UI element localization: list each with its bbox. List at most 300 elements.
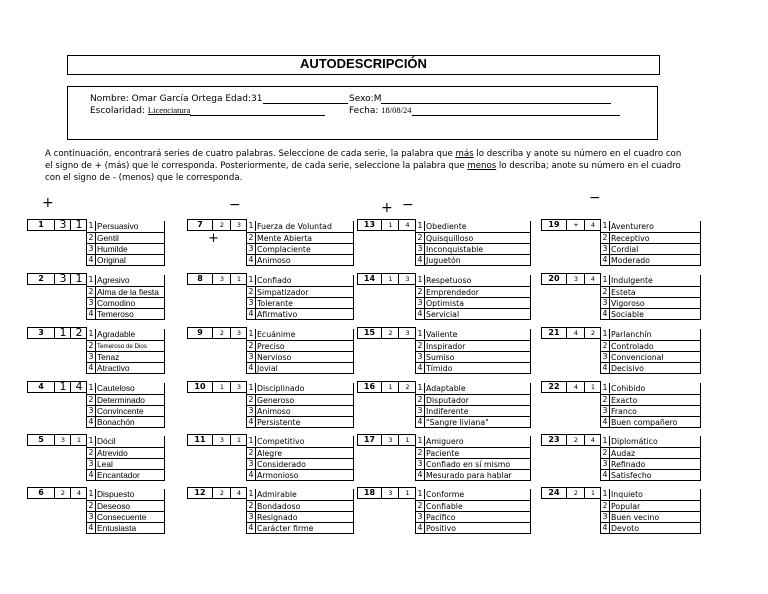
word-row[interactable] (416, 221, 531, 233)
word-label: Persistente (257, 418, 301, 427)
series-header (357, 273, 416, 285)
word-label: Indiferente (426, 407, 469, 416)
series-header (357, 327, 416, 339)
word-label: Buen compañero (611, 418, 678, 427)
word-number: 4 (87, 470, 96, 480)
word-number: 1 (416, 329, 425, 339)
word-number: 4 (416, 309, 425, 319)
word-row[interactable] (87, 341, 165, 352)
plus-answer-box[interactable]: 3 (212, 435, 231, 445)
word-row[interactable] (416, 329, 531, 341)
series-header (541, 381, 601, 393)
minus-answer-box[interactable]: 4 (584, 220, 601, 230)
word-row[interactable] (416, 287, 531, 298)
word-list (86, 329, 165, 374)
word-row[interactable] (247, 363, 354, 374)
word-label: Temeroso (97, 309, 134, 319)
word-label: Complaciente (257, 245, 311, 254)
word-number: 1 (601, 221, 610, 231)
word-number: 3 (416, 512, 425, 522)
minus-answer-box[interactable]: 3 (230, 382, 247, 392)
word-label: Receptivo (611, 234, 650, 243)
plus-answer-box[interactable]: 2 (212, 488, 231, 498)
word-row[interactable] (601, 406, 701, 417)
word-number: 1 (247, 221, 256, 231)
word-label: Inquieto (611, 490, 643, 499)
word-number: 3 (416, 406, 425, 416)
word-label: Cordial (611, 245, 639, 254)
word-number: 4 (416, 417, 425, 427)
word-label: Convincente (97, 406, 144, 416)
word-list (86, 221, 165, 266)
plus-answer-box[interactable]: 3 (381, 488, 399, 498)
word-row[interactable] (247, 523, 354, 534)
word-label: Convencional (611, 353, 664, 362)
word-row[interactable] (247, 341, 354, 352)
minus-answer-box[interactable]: 3 (230, 328, 247, 338)
word-label: Entusiasta (97, 523, 137, 533)
word-row[interactable] (87, 352, 165, 363)
word-number: 4 (247, 363, 256, 373)
series-header (187, 273, 247, 285)
word-label: Deseoso (97, 501, 131, 511)
word-label: Sociable (611, 310, 644, 319)
word-row[interactable] (416, 395, 531, 406)
word-number: 2 (247, 448, 256, 458)
series-number: 16 (363, 382, 376, 391)
word-row[interactable] (247, 448, 354, 459)
word-row[interactable] (416, 417, 531, 428)
word-row[interactable] (601, 244, 701, 255)
plus-answer-box[interactable]: 4 (566, 328, 585, 338)
series-number: 13 (363, 220, 376, 229)
word-label: Preciso (257, 342, 285, 351)
word-number: 3 (87, 512, 96, 522)
word-list (246, 275, 354, 320)
minus-answer-box[interactable]: 1 (230, 435, 247, 445)
word-label: Fuerza de Voluntad (257, 222, 332, 231)
word-number: 3 (247, 459, 256, 469)
series-header (357, 434, 416, 446)
word-number: 4 (87, 363, 96, 373)
word-row[interactable] (247, 489, 354, 501)
word-number: 1 (416, 221, 425, 231)
word-row[interactable] (416, 233, 531, 244)
word-label: Alegre (257, 449, 283, 458)
word-row[interactable] (416, 383, 531, 395)
series-header (27, 327, 87, 339)
word-row[interactable] (247, 417, 354, 428)
word-row[interactable] (247, 470, 354, 481)
minus-answer-box[interactable]: 2 (584, 328, 601, 338)
word-row[interactable] (87, 383, 165, 395)
word-row[interactable] (87, 287, 165, 298)
word-row[interactable] (601, 309, 701, 320)
word-row[interactable] (87, 501, 165, 512)
word-row[interactable] (87, 523, 165, 534)
minus-answer-box[interactable]: 2 (398, 382, 416, 392)
minus-answer-box[interactable]: 1 (398, 435, 416, 445)
word-row[interactable] (416, 406, 531, 417)
word-number: 1 (601, 329, 610, 339)
plus-answer-box[interactable]: 1 (381, 220, 399, 230)
plus-answer-box[interactable]: 2 (566, 488, 585, 498)
word-number: 3 (416, 298, 425, 308)
word-row[interactable] (87, 329, 165, 341)
series-header (357, 487, 416, 499)
minus-answer-box[interactable]: 4 (230, 488, 247, 498)
word-list (415, 275, 531, 320)
word-row[interactable] (247, 512, 354, 523)
word-row[interactable] (601, 255, 701, 266)
minus-answer-box[interactable]: 1 (584, 382, 601, 392)
word-number: 3 (601, 406, 610, 416)
word-label: Optimista (426, 299, 464, 308)
minus-answer-box[interactable]: 3 (230, 220, 247, 230)
minus-answer-box[interactable]: 1 (70, 274, 87, 284)
word-label: Carácter firme (257, 524, 314, 533)
word-number: 2 (416, 233, 425, 243)
word-row[interactable] (247, 255, 354, 266)
word-row[interactable] (87, 275, 165, 287)
word-label: Moderado (611, 256, 650, 265)
word-list (415, 436, 531, 481)
plus-answer-box[interactable]: 2 (566, 435, 585, 445)
word-row[interactable] (87, 489, 165, 501)
word-number: 2 (87, 501, 96, 511)
minus-sign-col3: − (402, 197, 414, 213)
word-row[interactable] (601, 523, 701, 534)
word-row[interactable] (87, 363, 165, 374)
minus-sign-col4: − (589, 190, 601, 206)
minus-answer-box[interactable]: 1 (398, 488, 416, 498)
word-number: 2 (87, 448, 96, 458)
word-label: Decisivo (611, 364, 644, 373)
word-label: Quisquilloso (426, 234, 474, 243)
word-number: 4 (601, 255, 610, 265)
word-number: 3 (247, 298, 256, 308)
plus-answer-box[interactable]: 1 (54, 382, 71, 392)
word-label: "Sangre liviana" (426, 418, 489, 427)
plus-answer-box[interactable]: 2 (212, 220, 231, 230)
word-row[interactable] (601, 489, 701, 501)
series-number: 12 (194, 488, 206, 497)
word-row[interactable] (601, 436, 701, 448)
word-row[interactable] (601, 363, 701, 374)
word-label: Cauteloso (97, 383, 135, 393)
word-number: 2 (601, 501, 610, 511)
word-number: 2 (416, 287, 425, 297)
word-number: 4 (87, 309, 96, 319)
word-label: Dispuesto (97, 489, 135, 499)
word-label: Considerado (257, 460, 306, 469)
word-row[interactable] (416, 448, 531, 459)
word-label: Devoto (611, 524, 640, 533)
word-row[interactable] (247, 309, 354, 320)
word-row[interactable] (601, 275, 701, 287)
word-label: Mesurado para hablar (426, 471, 512, 480)
word-label: Dócil (97, 436, 116, 446)
word-list (415, 383, 531, 428)
plus-answer-box[interactable]: 3 (212, 274, 231, 284)
sexo-field[interactable]: M (373, 94, 382, 104)
word-row[interactable] (601, 470, 701, 481)
word-number: 3 (601, 244, 610, 254)
word-number: 2 (87, 395, 96, 405)
word-row[interactable] (416, 523, 531, 534)
word-row[interactable] (601, 329, 701, 341)
word-number: 4 (601, 363, 610, 373)
word-list (246, 329, 354, 374)
minus-answer-box[interactable]: 4 (70, 488, 87, 498)
plus-answer-box[interactable]: 3 (54, 220, 71, 230)
word-number: 1 (87, 489, 96, 499)
word-number: 2 (601, 287, 610, 297)
word-number: 4 (601, 417, 610, 427)
word-row[interactable] (247, 287, 354, 298)
word-label: Bondadoso (257, 502, 301, 511)
word-number: 3 (601, 352, 610, 362)
word-row[interactable] (87, 244, 165, 255)
word-number: 4 (247, 309, 256, 319)
word-label: Paciente (426, 449, 460, 458)
word-row[interactable] (247, 233, 354, 244)
plus-answer-box[interactable]: 4 (566, 382, 585, 392)
word-row[interactable] (601, 448, 701, 459)
word-number: 4 (601, 309, 610, 319)
word-label: Emprendedor (426, 288, 479, 297)
fecha-field[interactable]: 18/08/24 (381, 105, 412, 115)
series-header (187, 487, 247, 499)
word-row[interactable] (247, 459, 354, 470)
word-label: Controlado (611, 342, 654, 351)
word-row[interactable] (416, 352, 531, 363)
series-number: 4 (38, 382, 44, 391)
word-row[interactable] (247, 406, 354, 417)
page-title: AUTODESCRIPCIÓN (67, 55, 660, 75)
word-row[interactable] (247, 298, 354, 309)
plus-answer-box[interactable]: 2 (381, 328, 399, 338)
word-row[interactable] (87, 436, 165, 448)
word-row[interactable] (87, 406, 165, 417)
word-row[interactable] (416, 298, 531, 309)
word-row[interactable] (601, 512, 701, 523)
word-row[interactable] (87, 309, 165, 320)
word-row[interactable] (416, 244, 531, 255)
word-number: 3 (416, 244, 425, 254)
word-row[interactable] (247, 275, 354, 287)
series-header (27, 381, 87, 393)
word-number: 1 (416, 383, 425, 393)
word-row[interactable] (87, 459, 165, 470)
plus-answer-box[interactable]: 3 (54, 274, 71, 284)
word-label: Persuasivo (97, 221, 139, 231)
word-row[interactable] (416, 255, 531, 266)
word-label: Inconquistable (426, 245, 484, 254)
word-row[interactable] (87, 233, 165, 244)
series-header (187, 381, 247, 393)
escolaridad-field[interactable]: Licenciatura (147, 105, 191, 115)
word-row[interactable] (87, 417, 165, 428)
word-row[interactable] (601, 221, 701, 233)
word-row[interactable] (247, 383, 354, 395)
word-number: 3 (416, 352, 425, 362)
word-label: Agresivo (97, 275, 130, 285)
word-row[interactable] (247, 501, 354, 512)
word-number: 3 (247, 406, 256, 416)
word-row[interactable] (601, 233, 701, 244)
word-label: Admirable (257, 490, 297, 499)
word-label: Tolerante (257, 299, 293, 308)
plus-answer-box[interactable]: 1 (212, 382, 231, 392)
word-row[interactable] (87, 470, 165, 481)
word-number: 3 (87, 406, 96, 416)
word-label: Original (97, 255, 126, 265)
word-number: 1 (601, 383, 610, 393)
word-row[interactable] (247, 221, 354, 233)
minus-answer-box[interactable]: 4 (398, 220, 416, 230)
edad-field[interactable]: 31 (251, 94, 263, 104)
word-label: Confiable (426, 502, 463, 511)
word-row[interactable] (601, 383, 701, 395)
series-number: 15 (363, 328, 376, 337)
word-label: Esteta (611, 288, 636, 297)
minus-answer-box[interactable]: 2 (70, 328, 87, 338)
word-row[interactable] (87, 298, 165, 309)
plus-answer-box[interactable]: 1 (381, 382, 399, 392)
minus-answer-box[interactable]: 1 (230, 274, 247, 284)
minus-answer-box[interactable]: 1 (584, 488, 601, 498)
fecha-line: Fecha: 18/08/24 (349, 105, 620, 116)
word-number: 1 (416, 436, 425, 446)
plus-answer-box[interactable]: 2 (212, 328, 231, 338)
word-label: Afirmativo (257, 310, 298, 319)
word-row[interactable] (247, 436, 354, 448)
plus-answer-box[interactable]: 1 (381, 274, 399, 284)
word-label: Armonioso (257, 471, 299, 480)
word-label: Agradable (97, 329, 136, 339)
word-row[interactable] (416, 501, 531, 512)
word-label: Inspirador (426, 342, 466, 351)
word-row[interactable] (601, 341, 701, 352)
plus-answer-box[interactable]: 3 (54, 435, 71, 445)
minus-answer-box[interactable]: 4 (70, 382, 87, 392)
word-number: 3 (247, 512, 256, 522)
word-label: Buen vecino (611, 513, 660, 522)
word-list (246, 383, 354, 428)
word-number: 2 (416, 395, 425, 405)
word-label: Temeroso de Dios (97, 343, 147, 350)
word-label: Servicial (426, 310, 460, 319)
word-row[interactable] (601, 352, 701, 363)
word-row[interactable] (416, 489, 531, 501)
word-row[interactable] (416, 275, 531, 287)
word-number: 1 (87, 383, 96, 393)
word-row[interactable] (247, 244, 354, 255)
word-label: Disciplinado (257, 384, 305, 393)
word-row[interactable] (416, 436, 531, 448)
plus-answer-box[interactable]: 2 (54, 488, 71, 498)
word-row[interactable] (87, 221, 165, 233)
word-label: Satisfecho (611, 471, 652, 480)
word-label: Tenaz (97, 352, 120, 362)
word-row[interactable] (416, 512, 531, 523)
minus-answer-box[interactable]: 4 (584, 435, 601, 445)
series-header (27, 487, 87, 499)
word-row[interactable] (416, 309, 531, 320)
word-row[interactable] (601, 395, 701, 406)
word-row[interactable] (601, 501, 701, 512)
minus-answer-box[interactable]: 3 (398, 274, 416, 284)
word-number: 4 (416, 523, 425, 533)
word-number: 1 (247, 436, 256, 446)
word-row[interactable] (416, 459, 531, 470)
word-label: Atrevido (97, 448, 128, 458)
word-label: Encantador (97, 470, 140, 480)
word-row[interactable] (247, 352, 354, 363)
word-row[interactable] (87, 255, 165, 266)
minus-answer-box[interactable]: 1 (70, 435, 87, 445)
word-label: Simpatizador (257, 288, 309, 297)
nombre-field[interactable]: Omar García Ortega (131, 94, 223, 104)
word-label: Animoso (257, 256, 291, 265)
word-label: Amiguero (426, 437, 464, 446)
word-row[interactable] (601, 417, 701, 428)
word-number: 1 (87, 436, 96, 446)
plus-answer-box[interactable]: + (566, 220, 585, 230)
word-number: 2 (87, 287, 96, 297)
word-row[interactable] (87, 395, 165, 406)
word-label: Pacífico (426, 513, 456, 522)
word-row[interactable] (601, 459, 701, 470)
word-number: 4 (87, 417, 96, 427)
word-number: 2 (247, 287, 256, 297)
word-row[interactable] (87, 512, 165, 523)
series-header (541, 273, 601, 285)
word-row[interactable] (601, 298, 701, 309)
word-number: 4 (247, 417, 256, 427)
word-row[interactable] (416, 363, 531, 374)
plus-answer-box[interactable]: 1 (54, 328, 71, 338)
word-row[interactable] (247, 329, 354, 341)
series-number: 6 (38, 488, 44, 497)
word-row[interactable] (87, 448, 165, 459)
word-label: Humilde (97, 244, 128, 254)
series-number: 19 (548, 220, 560, 229)
word-number: 1 (247, 329, 256, 339)
minus-answer-box[interactable]: 3 (398, 328, 416, 338)
word-list (86, 489, 165, 534)
word-number: 3 (87, 352, 96, 362)
word-label: Sumiso (426, 353, 455, 362)
word-number: 2 (601, 395, 610, 405)
word-row[interactable] (247, 395, 354, 406)
word-number: 1 (416, 489, 425, 499)
series-number: 22 (548, 382, 560, 391)
word-number: 3 (601, 512, 610, 522)
word-number: 4 (416, 363, 425, 373)
word-row[interactable] (601, 287, 701, 298)
plus-answer-box[interactable]: 3 (381, 435, 399, 445)
word-number: 3 (87, 298, 96, 308)
minus-answer-box[interactable]: 1 (70, 220, 87, 230)
word-number: 1 (87, 275, 96, 285)
word-row[interactable] (416, 341, 531, 352)
series-header (357, 219, 416, 231)
plus-answer-box[interactable]: 3 (566, 274, 585, 284)
word-row[interactable] (416, 470, 531, 481)
minus-answer-box[interactable]: 4 (584, 274, 601, 284)
